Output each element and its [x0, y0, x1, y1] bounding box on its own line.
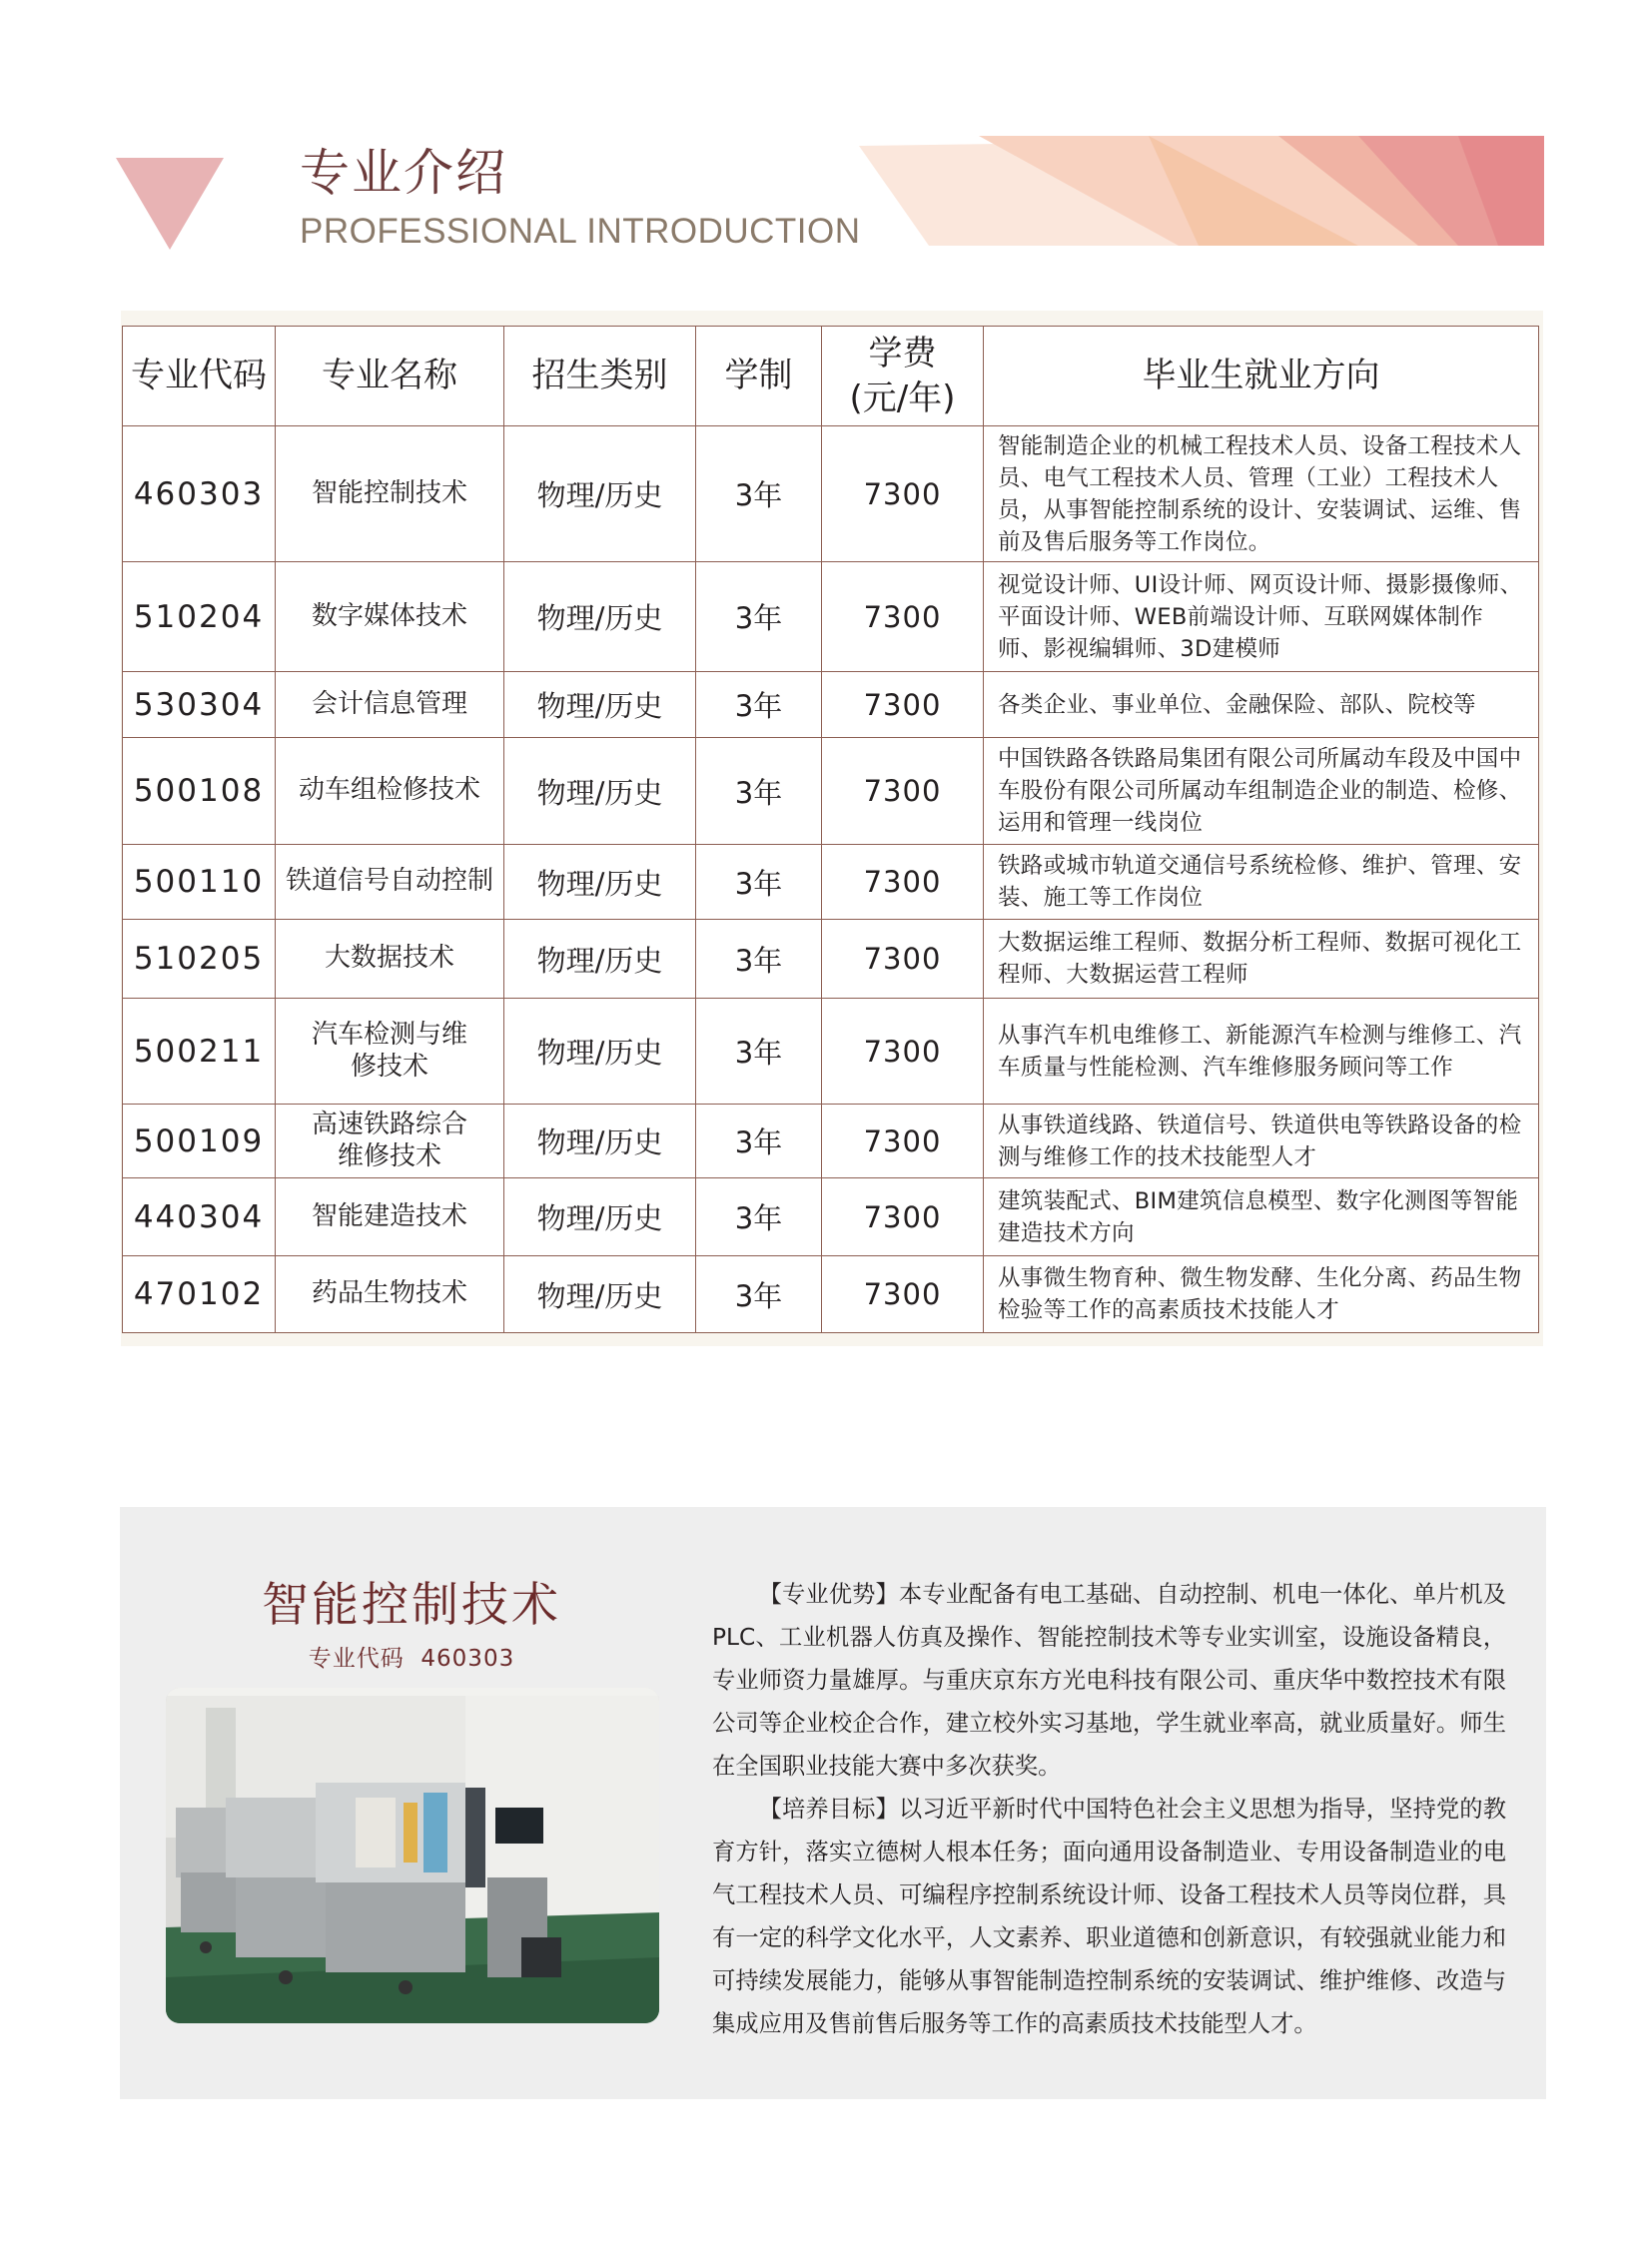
- table-row: [123, 562, 1539, 672]
- header-fee-line1: 学费: [868, 334, 937, 374]
- page-subtitle: PROFESSIONAL INTRODUCTION: [300, 212, 861, 251]
- cell-category: 物理/历史: [504, 999, 696, 1105]
- cell-name: 数字媒体技术: [276, 562, 504, 672]
- header-duration: 学制: [696, 327, 822, 426]
- cell-code: 500108: [123, 738, 276, 845]
- header-decorative-banner: [859, 136, 1544, 246]
- cell-direction: 各类企业、事业单位、金融保险、部队、院校等: [984, 672, 1539, 738]
- cell-name: 智能控制技术: [276, 426, 504, 562]
- feature-code-value: 460303: [420, 1646, 515, 1672]
- cell-category: 物理/历史: [504, 426, 696, 562]
- cell-duration: 3年: [696, 738, 822, 845]
- cell-duration: 3年: [696, 426, 822, 562]
- cell-category: 物理/历史: [504, 738, 696, 845]
- cell-name: 汽车检测与维修技术: [276, 999, 504, 1105]
- majors-table: [122, 326, 1539, 1333]
- cell-name: 大数据技术: [276, 920, 504, 999]
- cell-name: 会计信息管理: [276, 672, 504, 738]
- feature-code: [166, 1648, 657, 1671]
- cell-fee: 7300: [822, 1178, 984, 1256]
- cell-code: 530304: [123, 672, 276, 738]
- cell-duration: 3年: [696, 1178, 822, 1256]
- header-direction: 毕业生就业方向: [984, 327, 1539, 426]
- feature-code-label: 专业代码: [308, 1646, 405, 1672]
- table-row: [123, 920, 1539, 999]
- table-row: [123, 426, 1539, 562]
- cell-duration: 3年: [696, 920, 822, 999]
- cell-code: 470102: [123, 1256, 276, 1333]
- cell-code: 510205: [123, 920, 276, 999]
- cell-direction: 铁路或城市轨道交通信号系统检修、维护、管理、安装、施工等工作岗位: [984, 845, 1539, 920]
- cell-category: 物理/历史: [504, 845, 696, 920]
- cell-category: 物理/历史: [504, 672, 696, 738]
- cell-fee: 7300: [822, 999, 984, 1105]
- header-code: 专业代码: [123, 327, 276, 426]
- cell-fee: 7300: [822, 845, 984, 920]
- cell-category: 物理/历史: [504, 1105, 696, 1178]
- cell-name: 智能建造技术: [276, 1178, 504, 1256]
- cell-direction: 智能制造企业的机械工程技术人员、设备工程技术人员、电气工程技术人员、管理（工业）工程技术人员，从事智能控制系统的设计、安装调试、运维、售前及售后服务等工作岗位。: [984, 426, 1539, 562]
- cell-direction: 视觉设计师、UI设计师、网页设计师、摄影摄像师、平面设计师、WEB前端设计师、互联网媒体制作师、影视编辑师、3D建模师: [984, 562, 1539, 672]
- cell-fee: 7300: [822, 426, 984, 562]
- page-title: 专业介绍: [300, 144, 507, 202]
- header-fee-line2: (元/年): [849, 377, 956, 418]
- cell-fee: 7300: [822, 562, 984, 672]
- cell-fee: 7300: [822, 672, 984, 738]
- table-row: [123, 672, 1539, 738]
- cell-duration: 3年: [696, 845, 822, 920]
- cell-code: 440304: [123, 1178, 276, 1256]
- cell-name: 动车组检修技术: [276, 738, 504, 845]
- cell-direction: 大数据运维工程师、数据分析工程师、数据可视化工程师、大数据运营工程师: [984, 920, 1539, 999]
- cell-code: 500109: [123, 1105, 276, 1178]
- cell-category: 物理/历史: [504, 1256, 696, 1333]
- table-row: [123, 738, 1539, 845]
- cell-duration: 3年: [696, 1256, 822, 1333]
- cell-direction: 从事汽车机电维修工、新能源汽车检测与维修工、汽车质量与性能检测、汽车维修服务顾问等工作: [984, 999, 1539, 1105]
- cell-direction: 从事微生物育种、微生物发酵、生化分离、药品生物检验等工作的高素质技术技能人才: [984, 1256, 1539, 1333]
- cell-code: 460303: [123, 426, 276, 562]
- table-row: [123, 1178, 1539, 1256]
- feature-goal: 【培养目标】以习近平新时代中国特色社会主义思想为指导，坚持党的教育方针，落实立德树人根本任务；面向通用设备制造业、专用设备制造业的电气工程技术人员、可编程序控制系统设计师、设备工程技术人员等岗位群，具有一定的科学文化水平，人文素养、职业道德和创新意识，有较强就业能力和可持续发展能力，能够从事智能制造控制系统的安装调试、维护维修、改造与集成应用及售前售后服务等工作的高素质技术技能型人才。: [712, 1796, 1506, 2037]
- cell-direction: 中国铁路各铁路局集团有限公司所属动车段及中国中车股份有限公司所属动车组制造企业的制造、检修、运用和管理一线岗位: [984, 738, 1539, 845]
- cell-code: 510204: [123, 562, 276, 672]
- triangle-marker-icon: [116, 158, 224, 250]
- cell-name: 药品生物技术: [276, 1256, 504, 1333]
- cell-direction: 从事铁道线路、铁道信号、铁道供电等铁路设备的检测与维修工作的技术技能型人才: [984, 1105, 1539, 1178]
- header-category: 招生类别: [504, 327, 696, 426]
- cell-fee: 7300: [822, 738, 984, 845]
- table-row: [123, 1105, 1539, 1178]
- cell-code: 500211: [123, 999, 276, 1105]
- feature-description: [712, 1573, 1506, 2045]
- table-row: [123, 999, 1539, 1105]
- cell-category: 物理/历史: [504, 562, 696, 672]
- table-row: [123, 1256, 1539, 1333]
- header-fee: [822, 327, 984, 426]
- cell-fee: 7300: [822, 920, 984, 999]
- lab-photo: [166, 1688, 659, 2023]
- cell-fee: 7300: [822, 1105, 984, 1178]
- feature-title: 智能控制技术: [262, 1578, 561, 1633]
- cell-category: 物理/历史: [504, 920, 696, 999]
- cell-name: 铁道信号自动控制: [276, 845, 504, 920]
- cell-duration: 3年: [696, 672, 822, 738]
- cell-code: 500110: [123, 845, 276, 920]
- header-name: 专业名称: [276, 327, 504, 426]
- cell-duration: 3年: [696, 999, 822, 1105]
- feature-advantage: 【专业优势】本专业配备有电工基础、自动控制、机电一体化、单片机及PLC、工业机器人仿真及操作、智能控制技术等专业实训室，设施设备精良，专业师资力量雄厚。与重庆京东方光电科技有限公司、重庆华中数控技术有限公司等企业校企合作，建立校外实习基地，学生就业率高，就业质量好。师生在全国职业技能大赛中多次获奖。: [712, 1581, 1506, 1780]
- table-row: [123, 845, 1539, 920]
- cell-fee: 7300: [822, 1256, 984, 1333]
- cell-name: 高速铁路综合维修技术: [276, 1105, 504, 1178]
- table-header-row: [123, 327, 1539, 426]
- cell-duration: 3年: [696, 562, 822, 672]
- cell-category: 物理/历史: [504, 1178, 696, 1256]
- cell-direction: 建筑装配式、BIM建筑信息模型、数字化测图等智能建造技术方向: [984, 1178, 1539, 1256]
- lab-photo-illustration: [166, 1688, 659, 2023]
- cell-duration: 3年: [696, 1105, 822, 1178]
